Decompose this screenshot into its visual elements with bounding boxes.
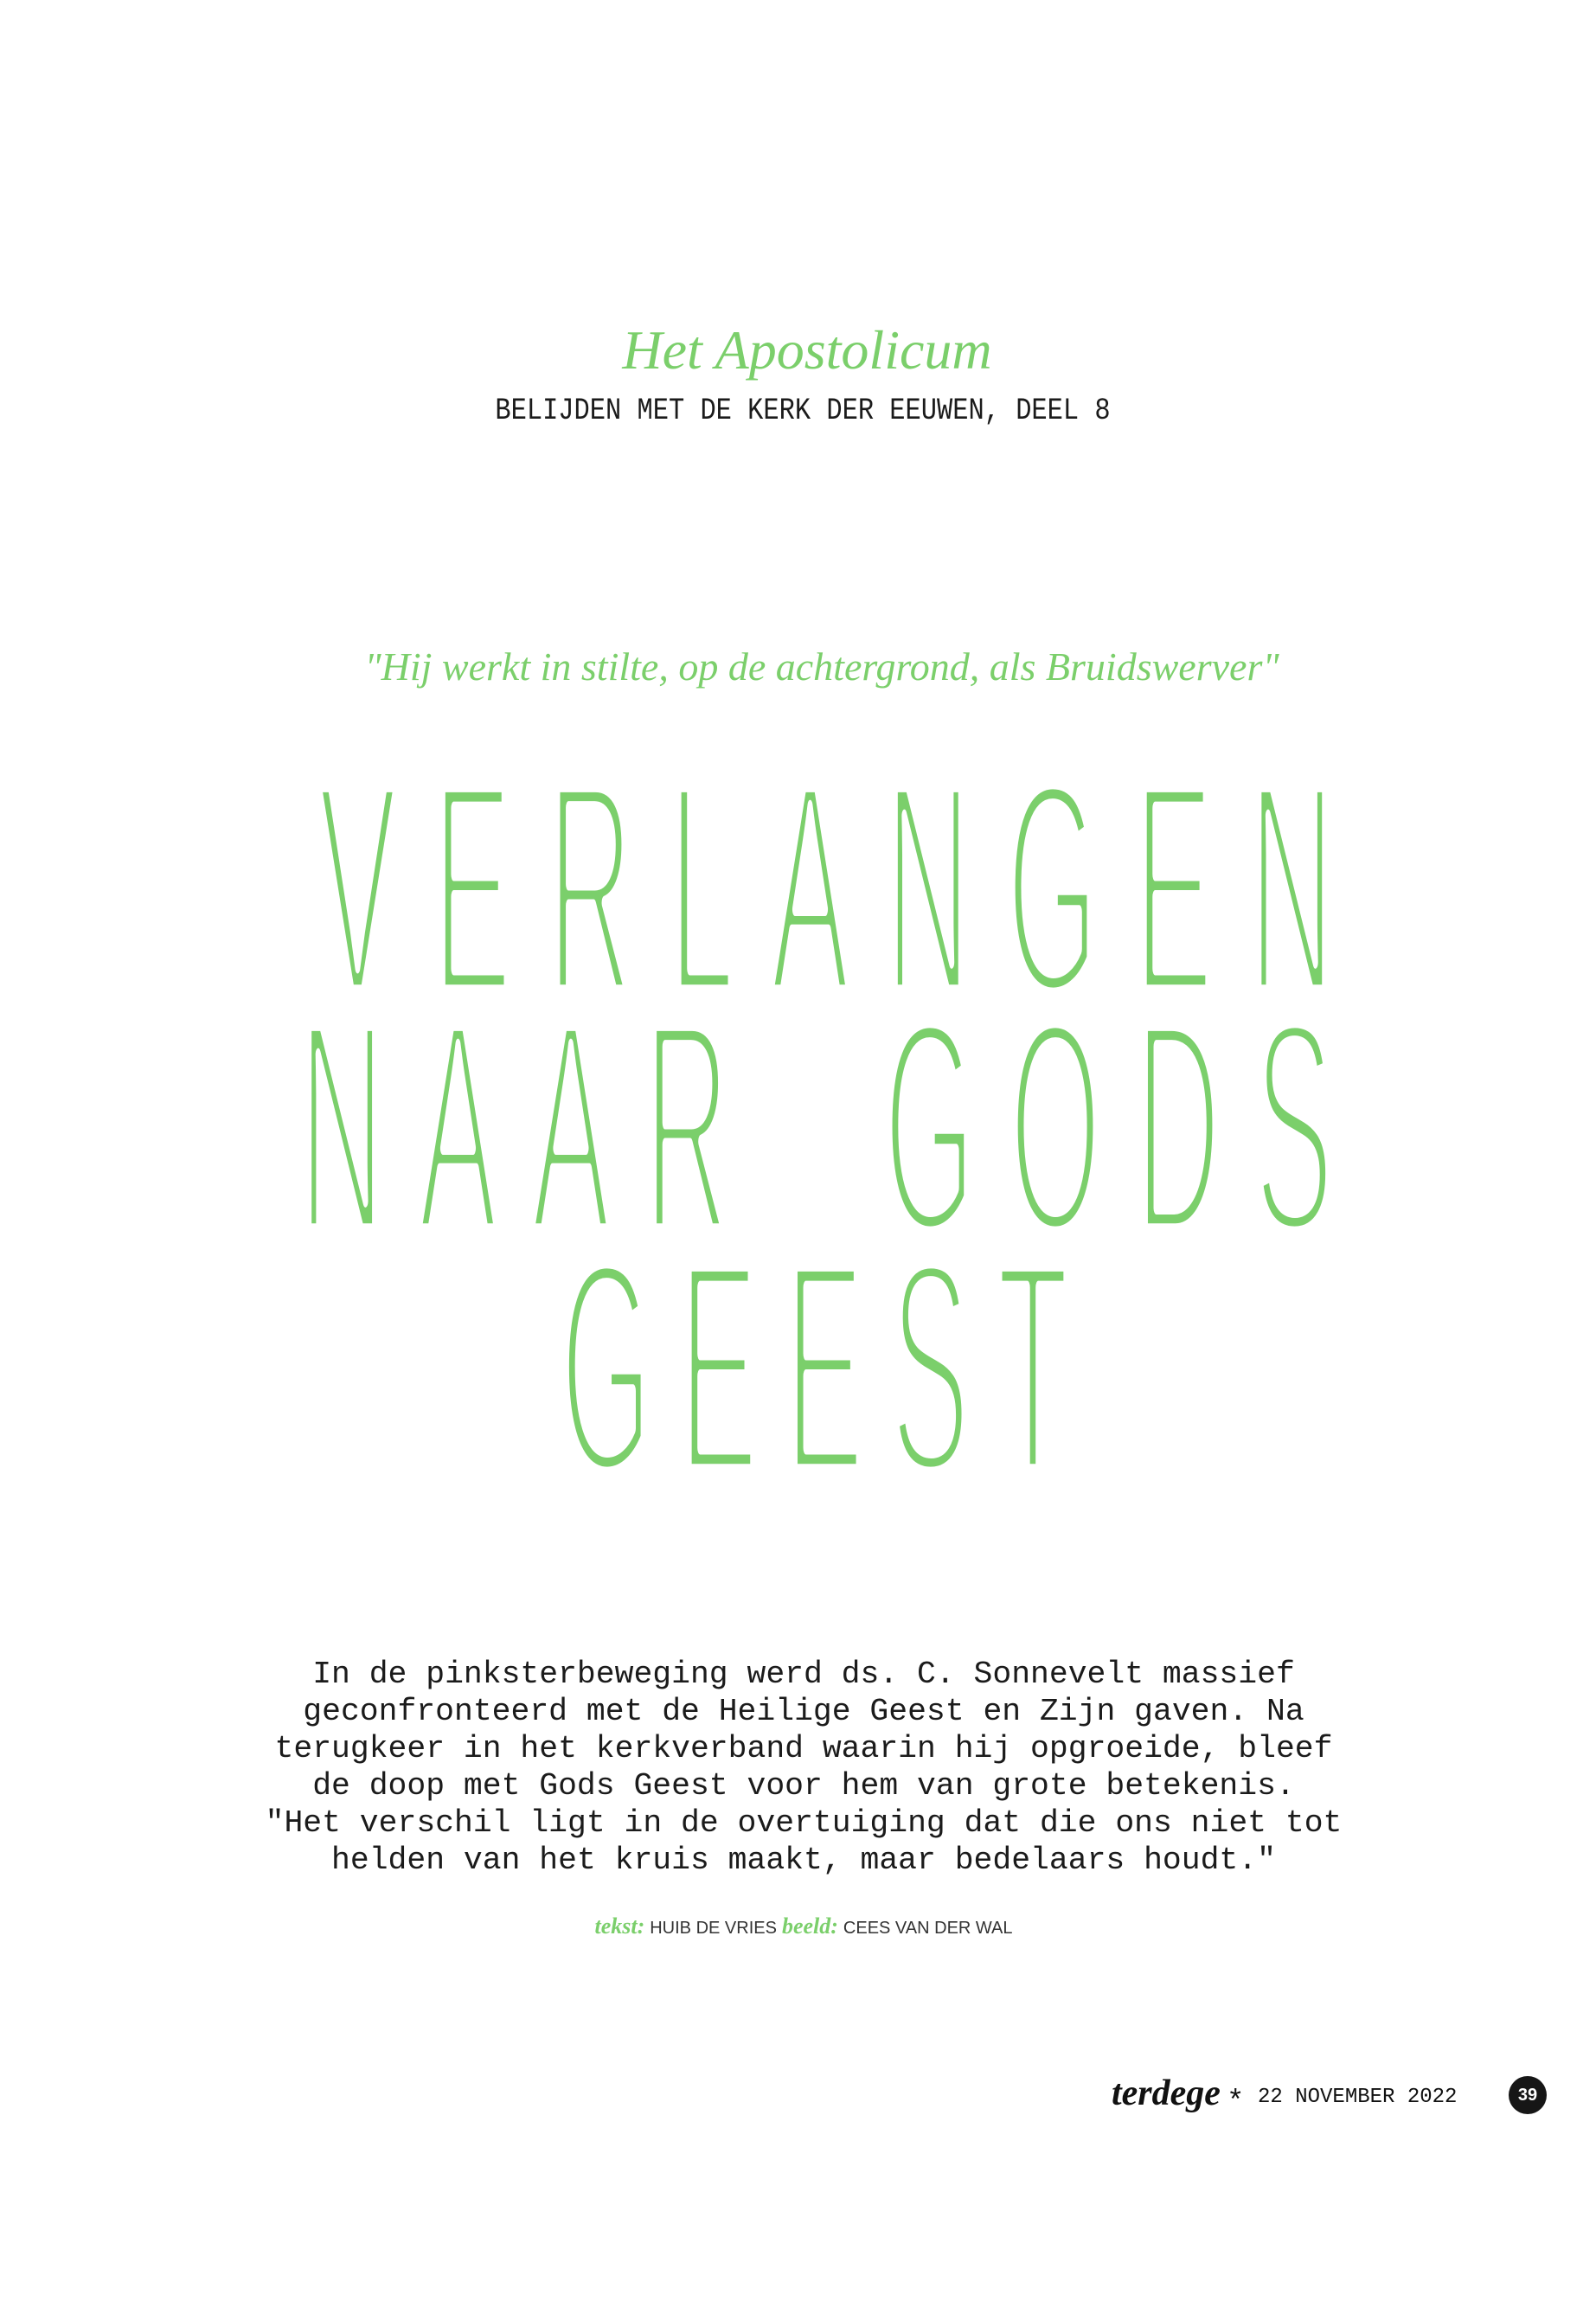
credit-text-author: HUIB DE VRIES: [650, 1919, 777, 1938]
headline-line-1: VERLANGEN: [318, 721, 1335, 1056]
intro-line-5: "Het verschil ligt in de overtuiging dat die ons niet tot: [265, 1805, 1343, 1841]
credit-image-author: CEES VAN DER WAL: [843, 1919, 1013, 1938]
intro-line-6: helden van het kruis maakt, maar bedelaars houdt.": [331, 1843, 1276, 1878]
magazine-logo: terdege: [1112, 2073, 1221, 2113]
intro-paragraph: [112, 1656, 1496, 1879]
headline-line-2: NAAR GODS: [299, 960, 1334, 1295]
credit-text-label: tekst:: [594, 1913, 645, 1939]
credit-image-label: beeld:: [781, 1913, 838, 1939]
intro-line-1: In de pinksterbeweging werd ds. C. Sonnevelt massief: [312, 1657, 1295, 1692]
series-title: Het Apostolicum: [622, 319, 992, 381]
issue-date: 22 NOVEMBER 2022: [1258, 2086, 1458, 2109]
credits: [112, 1915, 1496, 1938]
page-number: 39: [1517, 2086, 1538, 2105]
intro-line-2: geconfronteerd met de Heilige Geest en Zijn gaven. Na: [303, 1694, 1304, 1729]
pull-quote: "Hij werkt in stilte, op de achtergrond, als Bruidswerver": [364, 644, 1279, 689]
series-subtitle: BELIJDEN MET DE KERK DER EEUWEN, DEEL 8: [495, 394, 1111, 429]
intro-line-4: de doop met Gods Geest voor hem van grote betekenis.: [312, 1768, 1295, 1804]
headline-line-3: GEEST: [561, 1201, 1069, 1535]
intro-line-3: terugkeer in het kerkverband waarin hij opgroeide, bleef: [274, 1731, 1333, 1766]
page-number-badge: [1509, 2076, 1547, 2114]
asterisk-icon: *: [1227, 2086, 1245, 2119]
